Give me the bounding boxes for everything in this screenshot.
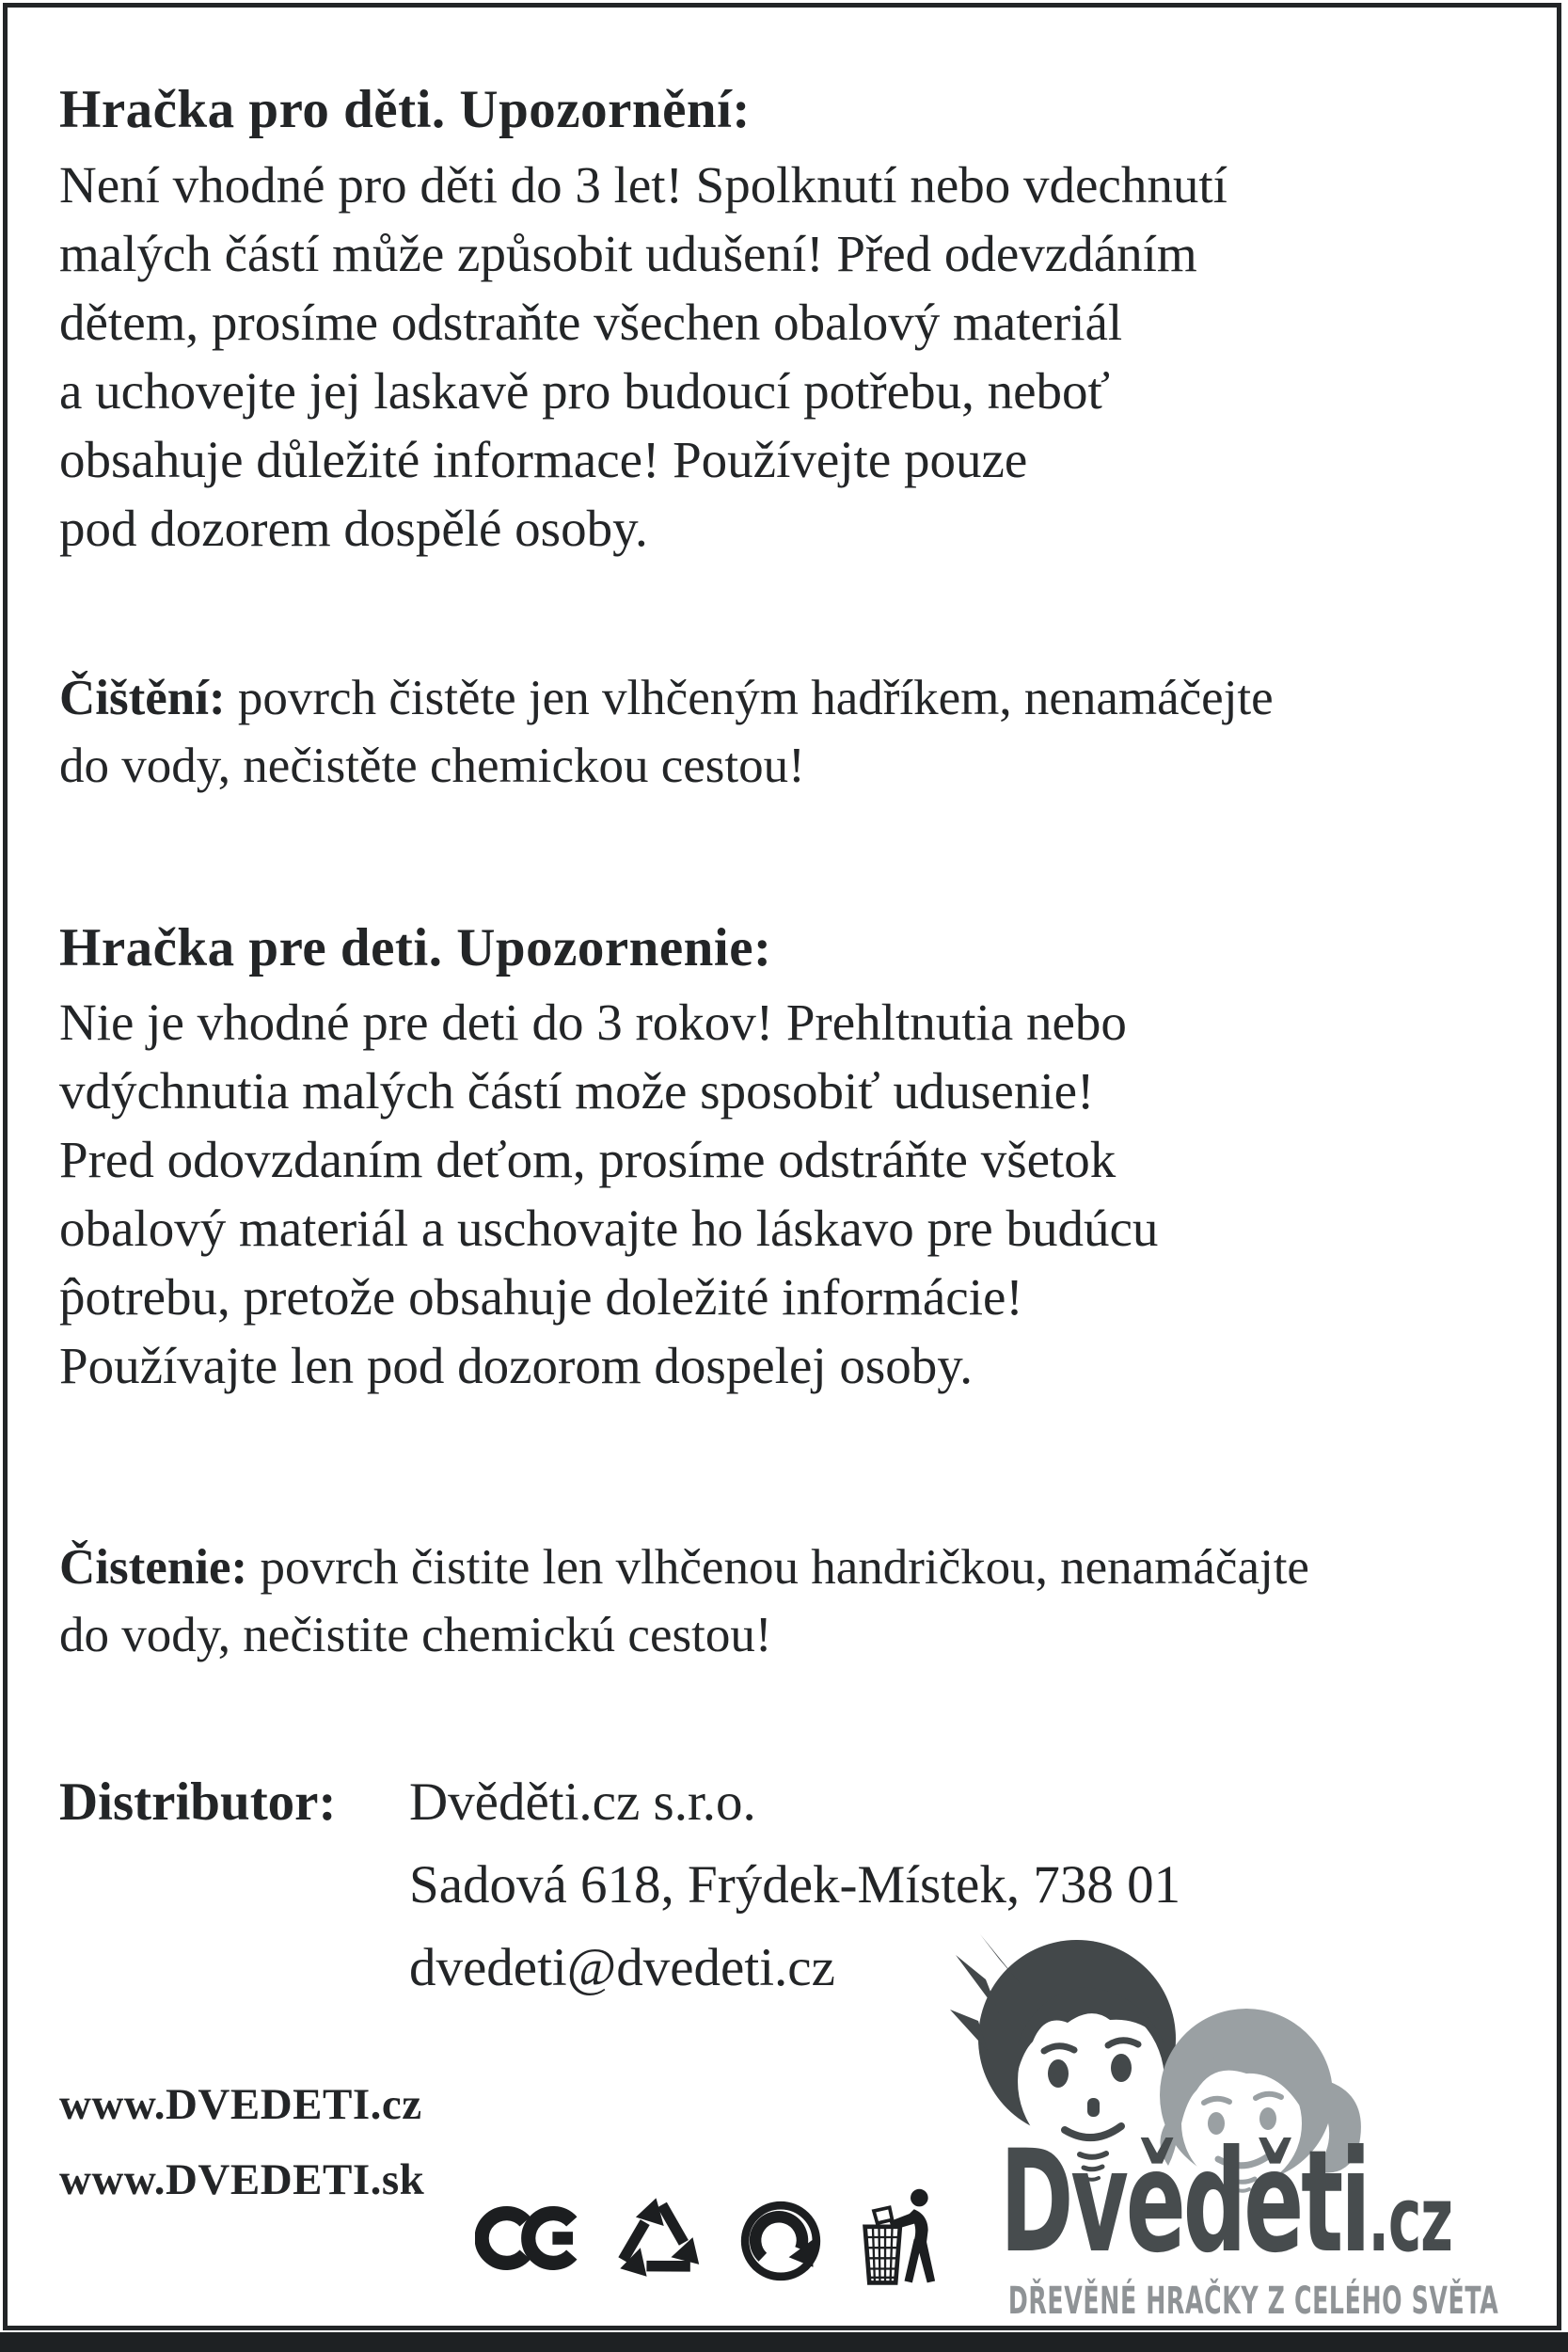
warning-sk-heading: Hračka pre deti. Upozornenie: (59, 918, 772, 977)
warning-sk-paragraph (59, 988, 1158, 1400)
cleaning-cz-label: Čištění: (59, 671, 226, 725)
ce-e-bar (552, 2232, 573, 2245)
ce-mark-icon (475, 2203, 588, 2273)
green-dot-swirl (755, 2217, 802, 2257)
warning-sk-line: Nie je vhodné pre deti do 3 rokov! Prehltnutia nebo (59, 993, 1127, 1051)
warning-cz-line: a uchovejte jej laskavě pro budoucí potřebu, neboť (59, 362, 1111, 420)
green-dot-icon (737, 2198, 824, 2284)
cleaning-cz-line2: do vody, nečistěte chemickou cestou! (59, 739, 805, 793)
website-sk: www.DVEDETI.sk (59, 2155, 425, 2204)
tidyman-basket (865, 2227, 900, 2283)
tidyman-litter (874, 2207, 893, 2223)
warning-sk-line: Pred odovzdaním deťom, prosíme odstráňte všetok (59, 1131, 1117, 1188)
distributor-line1 (59, 1761, 1180, 1844)
cleaning-sk-paragraph (59, 1534, 1309, 1669)
brand-block (1000, 2121, 1499, 2323)
tidyman-icon (858, 2186, 939, 2288)
distributor-name: Dvěděti.cz s.r.o. (409, 1772, 756, 1832)
warning-cz-line: Není vhodné pro děti do 3 let! Spolknutí nebo vdechnutí (59, 156, 1227, 214)
warning-cz-paragraph (59, 151, 1227, 563)
warning-sk-line: p̂otrebu, pretože obsahuje doležité informácie! (59, 1268, 1023, 1326)
distributor-address: Sadová 618, Frýdek-Místek, 738 01 (409, 1855, 1181, 1915)
warning-cz-line: dětem, prosíme odstraňte všechen obalový materiál (59, 294, 1123, 351)
distributor-email: dvedeti@dvedeti.cz (409, 1938, 835, 1997)
warning-sk-line: vdýchnutia malých částí može sposobiť udusenie! (59, 1062, 1095, 1120)
cleaning-cz-text1: povrch čistěte jen vlhčeným hadříkem, nenamáčejte (225, 671, 1274, 725)
warning-cz-line: obsahuje důležité informace! Používejte pouze (59, 431, 1028, 488)
recycling-icon (613, 2194, 704, 2286)
bottom-black-bar (0, 2332, 1568, 2352)
cleaning-sk-label: Čistenie: (59, 1540, 248, 1595)
logo-wordmark-tld: .cz (1368, 2169, 1452, 2272)
logo-tagline: DŘEVĚNÉ HRAČKY Z CELÉHO SVĚTA (1007, 2280, 1499, 2323)
logo-wordmark-main: Dvěděti (1000, 2121, 1369, 2284)
website-cz: www.DVEDETI.cz (59, 2080, 422, 2129)
warning-sk-line: Používajte len pod dozorom dospelej osoby. (59, 1337, 973, 1394)
warning-cz-line: malých částí může způsobit udušení! Před odevzdáním (59, 225, 1197, 282)
cleaning-cz-line1 (59, 664, 1274, 732)
warning-sk-line: obalový materiál a uschovajte ho láskavo pre budúcu (59, 1200, 1159, 1257)
cleaning-cz-paragraph (59, 664, 1274, 800)
cleaning-sk-line2: do vody, nečistite chemickú cestou! (59, 1608, 772, 1662)
warning-cz-heading: Hračka pro děti. Upozornění: (59, 80, 751, 139)
warning-cz-line: pod dozorem dospělé osoby. (59, 500, 648, 557)
distributor-label: Distributor: (59, 1772, 337, 1832)
logo-wordmark (1000, 2121, 1498, 2284)
cleaning-sk-text1: povrch čistite len vlhčenou handričkou, nenamáčajte (247, 1540, 1309, 1595)
cleaning-sk-line1 (59, 1534, 1309, 1601)
